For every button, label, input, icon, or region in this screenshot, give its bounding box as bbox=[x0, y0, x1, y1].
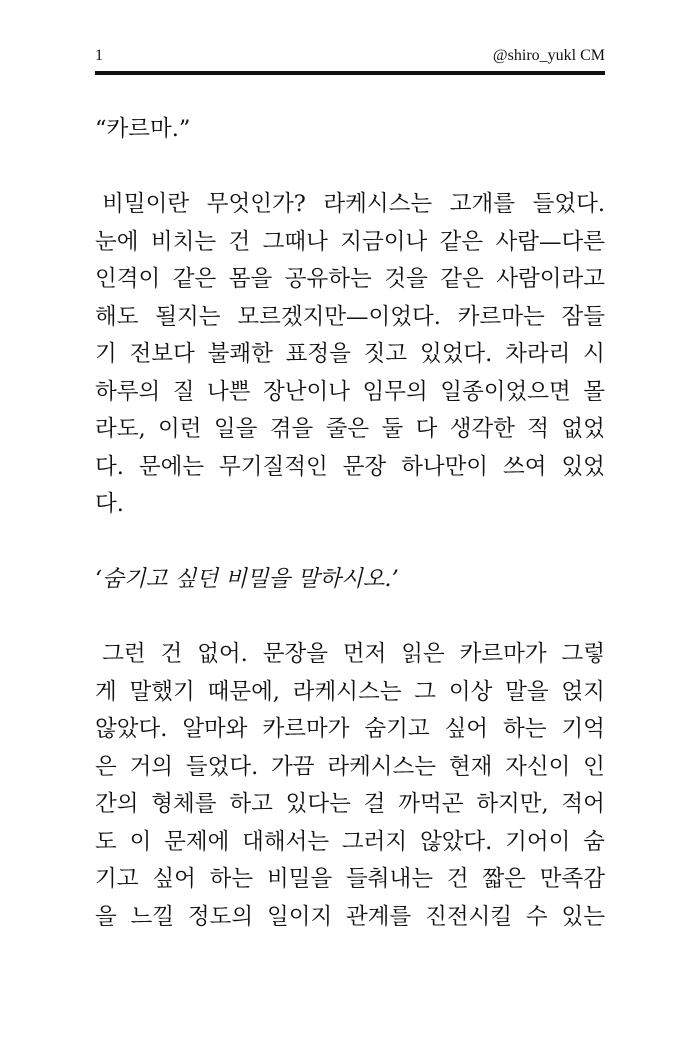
word: 있었 bbox=[561, 453, 605, 480]
word: 들었다. bbox=[532, 191, 605, 217]
word: 전보다 bbox=[129, 341, 195, 367]
word: 들었다. bbox=[185, 753, 259, 780]
text-line bbox=[95, 299, 605, 337]
word: 대해서는 bbox=[242, 828, 330, 855]
word: 가끔 bbox=[271, 753, 315, 780]
word: 없어. bbox=[197, 641, 248, 667]
text-line: “카르마.” bbox=[95, 116, 191, 142]
quote-line bbox=[95, 561, 605, 599]
text-line bbox=[95, 186, 605, 224]
word: 하고 bbox=[229, 791, 273, 817]
word: 시 bbox=[583, 341, 605, 367]
word: 그때나 bbox=[262, 228, 328, 255]
word: 들춰내는 bbox=[346, 866, 433, 892]
word: 문제에 bbox=[164, 828, 230, 855]
word: 숨기고 bbox=[364, 716, 430, 742]
word: 하는 bbox=[503, 716, 547, 742]
page-number: 1 bbox=[95, 47, 103, 64]
word: 카르마가 bbox=[459, 641, 547, 667]
word: 기어이 bbox=[505, 828, 571, 855]
word: 생각한 bbox=[449, 416, 515, 442]
word: 때문에, bbox=[207, 678, 280, 705]
word: 은 bbox=[95, 753, 117, 780]
word: 비밀이란 bbox=[95, 191, 190, 217]
word: 건 bbox=[228, 228, 251, 255]
word: 걸 bbox=[363, 791, 386, 817]
text-line bbox=[95, 224, 605, 262]
word: 이런 bbox=[158, 416, 202, 442]
text-line bbox=[95, 336, 605, 374]
word: 짓고 bbox=[363, 341, 408, 367]
word: 적어 bbox=[561, 791, 605, 817]
text-line bbox=[95, 636, 605, 674]
word: 사람—다른 bbox=[495, 228, 605, 255]
word: 관계를 bbox=[346, 903, 412, 930]
word: 있다는 bbox=[285, 791, 351, 817]
word: 있는 bbox=[561, 903, 605, 930]
dialogue-line bbox=[95, 111, 605, 149]
text-line bbox=[95, 411, 605, 449]
word: 눈에 bbox=[95, 228, 139, 255]
word: 라케시스는 bbox=[327, 753, 437, 780]
word: 같은 bbox=[440, 266, 484, 292]
word: 읽은 bbox=[401, 641, 445, 667]
word: 자신이 bbox=[505, 753, 571, 780]
text-line: 다. bbox=[95, 491, 124, 517]
word: 문장 bbox=[342, 453, 387, 480]
word: 게 bbox=[95, 678, 117, 705]
word: 않았다. bbox=[419, 828, 493, 855]
header-rule bbox=[95, 71, 605, 75]
text-line bbox=[95, 786, 605, 824]
word: 먼저 bbox=[342, 641, 387, 667]
paragraph-2 bbox=[95, 636, 605, 936]
word: 둘 bbox=[381, 416, 404, 442]
word: 기억 bbox=[561, 716, 605, 742]
word: 하루의 bbox=[95, 378, 161, 405]
word: 될지는 bbox=[155, 303, 221, 330]
text-line bbox=[95, 711, 605, 749]
word: 싶어 bbox=[152, 866, 196, 892]
word: 카르마는 bbox=[457, 303, 545, 330]
text-line bbox=[95, 374, 605, 412]
word: 인격이 bbox=[95, 266, 161, 292]
word: 쓰여 bbox=[503, 453, 547, 480]
word: 간의 bbox=[95, 791, 139, 817]
body-text bbox=[95, 111, 605, 936]
word: 고개를 bbox=[449, 191, 515, 217]
text-line bbox=[95, 861, 605, 899]
word: 비밀을 bbox=[266, 866, 333, 892]
word: 기고 bbox=[95, 866, 139, 892]
word: 카르마가 bbox=[262, 716, 350, 742]
word: 싶어 bbox=[444, 716, 489, 742]
word: 겪을 bbox=[269, 416, 314, 442]
word: 다. bbox=[95, 453, 124, 480]
page-header bbox=[95, 44, 605, 68]
word: 장난이나 bbox=[263, 378, 350, 405]
paragraph-1 bbox=[95, 186, 605, 524]
word: 모르겠지만—이었다. bbox=[237, 303, 441, 330]
word: 불쾌한 bbox=[207, 341, 273, 367]
word: 않았다. bbox=[95, 716, 168, 742]
word: 말을 bbox=[505, 678, 549, 705]
word: 적 bbox=[527, 416, 550, 442]
word: 라케시스는 bbox=[292, 678, 402, 705]
word: 나쁜 bbox=[207, 378, 251, 405]
word: 것을 bbox=[384, 266, 428, 292]
word: 몰 bbox=[583, 378, 605, 405]
word: 말했기 bbox=[129, 678, 195, 705]
word: 다 bbox=[415, 416, 438, 442]
word: 형체를 bbox=[151, 791, 217, 817]
word: 건 bbox=[446, 866, 469, 892]
word: 일을 bbox=[213, 416, 258, 442]
word: 같은 bbox=[172, 266, 217, 292]
word: 사람이라고 bbox=[496, 266, 605, 292]
word: 무엇인가? bbox=[206, 191, 306, 217]
text-line bbox=[95, 261, 605, 299]
word: 수 bbox=[525, 903, 548, 930]
word: 숨 bbox=[583, 828, 605, 855]
word: 하지만, bbox=[476, 791, 549, 817]
word: 만족감 bbox=[539, 866, 605, 892]
word: 짧은 bbox=[482, 866, 526, 892]
word: 있었다. bbox=[419, 341, 493, 367]
word: 지금이나 bbox=[340, 228, 428, 255]
text-line: ‘숨기고 싶던 비밀을 말하시오.’ bbox=[95, 566, 399, 592]
word: 해도 bbox=[95, 303, 139, 330]
word: 표정을 bbox=[285, 341, 351, 367]
word: 없었 bbox=[561, 416, 605, 442]
text-line bbox=[95, 449, 605, 487]
word: 일종이었으면 bbox=[440, 378, 571, 405]
word: 그러지 bbox=[341, 828, 408, 855]
paragraph-gap bbox=[95, 599, 605, 637]
word: 줄은 bbox=[325, 416, 370, 442]
word: 정도의 bbox=[187, 903, 254, 930]
word: 문장을 bbox=[262, 641, 328, 667]
word: 현재 bbox=[448, 753, 493, 780]
word: 잠들 bbox=[561, 303, 605, 330]
word: 몸을 bbox=[228, 266, 273, 292]
word: 기 bbox=[95, 341, 117, 367]
word: 라도, bbox=[95, 416, 146, 442]
word: 이상 bbox=[448, 678, 493, 705]
word: 그런 bbox=[95, 641, 146, 667]
word: 같은 bbox=[439, 228, 484, 255]
word: 얹지 bbox=[561, 678, 605, 705]
text-line bbox=[95, 899, 605, 937]
word: 진전시킬 bbox=[425, 903, 513, 930]
paragraph-gap bbox=[95, 524, 605, 562]
word: 을 bbox=[95, 903, 117, 930]
text-line bbox=[95, 824, 605, 862]
word: 그 bbox=[414, 678, 437, 705]
word: 건 bbox=[160, 641, 183, 667]
word: 느낄 bbox=[130, 903, 175, 930]
word: 비치는 bbox=[150, 228, 217, 255]
word: 차라리 bbox=[505, 341, 571, 367]
text-line bbox=[95, 749, 605, 787]
word: 그렇 bbox=[561, 641, 605, 667]
word: 질 bbox=[172, 378, 195, 405]
word: 문에는 bbox=[138, 453, 205, 480]
word: 무기질적인 bbox=[219, 453, 328, 480]
word: 거의 bbox=[129, 753, 174, 780]
word: 알마와 bbox=[182, 716, 248, 742]
word: 라케시스는 bbox=[323, 191, 433, 217]
word: 하나만이 bbox=[401, 453, 489, 480]
word: 일이지 bbox=[266, 903, 333, 930]
word: 도 bbox=[95, 828, 117, 855]
word: 하는 bbox=[209, 866, 254, 892]
paragraph-gap bbox=[95, 149, 605, 187]
word: 인 bbox=[583, 753, 605, 780]
word: 이 bbox=[129, 828, 152, 855]
word: 공유하는 bbox=[284, 266, 372, 292]
word: 임무의 bbox=[362, 378, 428, 405]
author-handle: @shiro_yukl CM bbox=[492, 47, 605, 64]
text-line bbox=[95, 674, 605, 712]
word: 까먹곤 bbox=[398, 791, 464, 817]
